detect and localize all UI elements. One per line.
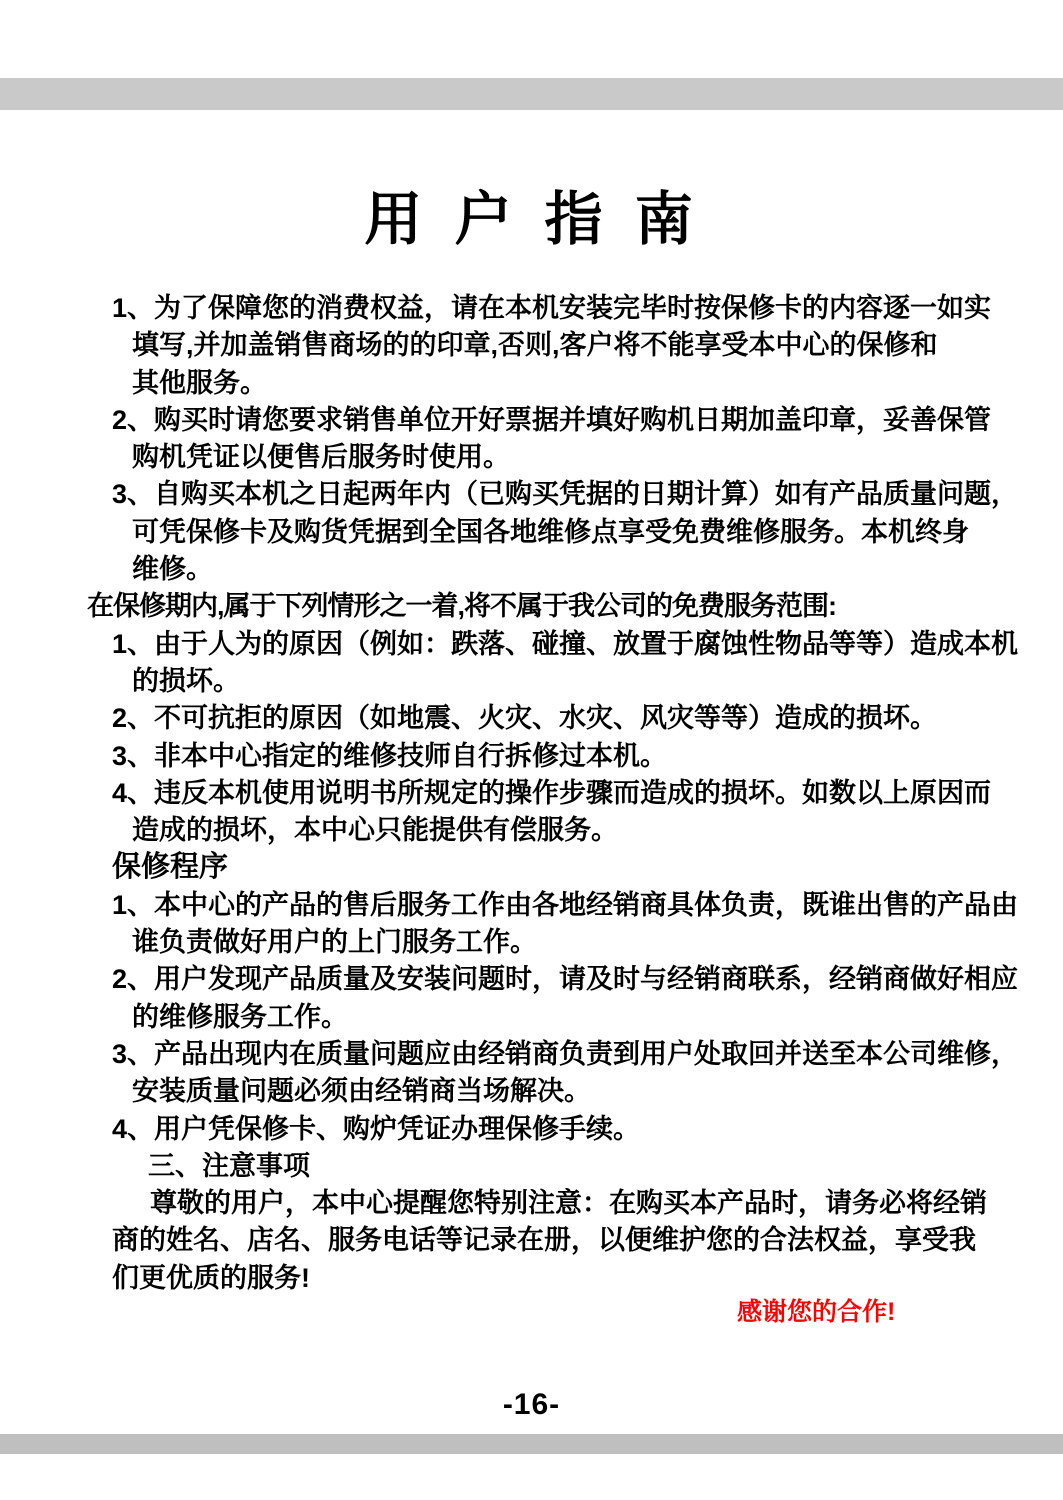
warranty-intro-section <box>0 290 1063 588</box>
exclusions-item-4-line-1: 4、违反本机使用说明书所规定的操作步骤而造成的损坏。如数以上原因而 <box>112 777 992 808</box>
exclusions-item-3: 3、非本中心指定的维修技师自行拆修过本机。 <box>112 740 668 771</box>
intro-item-1-line-3: 其他服务。 <box>132 367 267 398</box>
intro-item-3-line-3: 维修。 <box>132 554 213 585</box>
procedure-section <box>0 849 1063 1147</box>
procedure-item-3-line-2: 安装质量问题必须由经销商当场解决。 <box>132 1076 591 1107</box>
notes-para-line-2: 商的姓名、店名、服务电话等记录在册，以便维护您的合法权益，享受我 <box>112 1225 976 1256</box>
thanks-note: 感谢您的合作! <box>737 1298 896 1326</box>
procedure-item-4: 4、用户凭保修卡、购炉凭证办理保修手续。 <box>112 1113 641 1144</box>
intro-item-1-line-2: 填写,并加盖销售商场的的印章,否则,客户将不能享受本中心的保修和 <box>132 330 938 361</box>
exclusions-item-1-line-2: 的损坏。 <box>132 665 240 696</box>
notes-section <box>0 1148 1063 1297</box>
document-body <box>0 290 1063 1297</box>
exclusions-item-4-line-2: 造成的损坏，本中心只能提供有偿服务。 <box>132 815 618 846</box>
exclusions-item-2: 2、不可抗拒的原因（如地震、火灾、水灾、风灾等等）造成的损坏。 <box>112 703 938 734</box>
procedure-item-2-line-2: 的维修服务工作。 <box>132 1001 348 1032</box>
intro-item-1-line-1: 1、为了保障您的消费权益，请在本机安装完毕时按保修卡的内容逐一如实 <box>112 293 992 323</box>
exclusions-item-1-line-1: 1、由于人为的原因（例如：跌落、碰撞、放置于腐蚀性物品等等）造成本机 <box>112 628 1019 659</box>
notes-heading: 三、注意事项 <box>148 1150 310 1181</box>
exclusions-section <box>0 588 1063 849</box>
procedure-item-3-line-1: 3、产品出现内在质量问题应由经销商负责到用户处取回并送至本公司维修， <box>112 1038 1019 1069</box>
intro-item-2-line-1: 2、购买时请您要求销售单位开好票据并填好购机日期加盖印章，妥善保管 <box>112 404 992 435</box>
procedure-heading: 保修程序 <box>112 851 229 884</box>
bottom-divider-bar <box>0 1434 1063 1454</box>
intro-item-2-line-2: 购机凭证以便售后服务时使用。 <box>132 442 510 473</box>
intro-item-3-line-2: 可凭保修卡及购货凭据到全国各地维修点享受免费维修服务。本机终身 <box>132 516 969 547</box>
procedure-item-2-line-1: 2、用户发现产品质量及安装问题时，请及时与经销商联系，经销商做好相应 <box>112 964 1019 995</box>
procedure-item-1-line-1: 1、本中心的产品的售后服务工作由各地经销商具体负责，既谁出售的产品由 <box>112 889 1019 920</box>
intro-item-3-line-1: 3、自购买本机之日起两年内（已购买凭据的日期计算）如有产品质量问题， <box>112 479 1019 510</box>
page-number: -16- <box>502 1388 561 1421</box>
notes-para-line-1: 尊敬的用户，本中心提醒您特别注意：在购买本产品时，请务必将经销 <box>150 1188 987 1219</box>
page-title: 用 户 指 南 <box>364 185 699 253</box>
top-divider-bar <box>0 78 1063 110</box>
exclusions-heading: 在保修期内,属于下列情形之一着,将不属于我公司的免费服务范围: <box>87 591 836 622</box>
notes-para-line-3: 们更优质的服务! <box>112 1262 310 1293</box>
procedure-item-1-line-2: 谁负责做好用户的上门服务工作。 <box>132 927 537 958</box>
